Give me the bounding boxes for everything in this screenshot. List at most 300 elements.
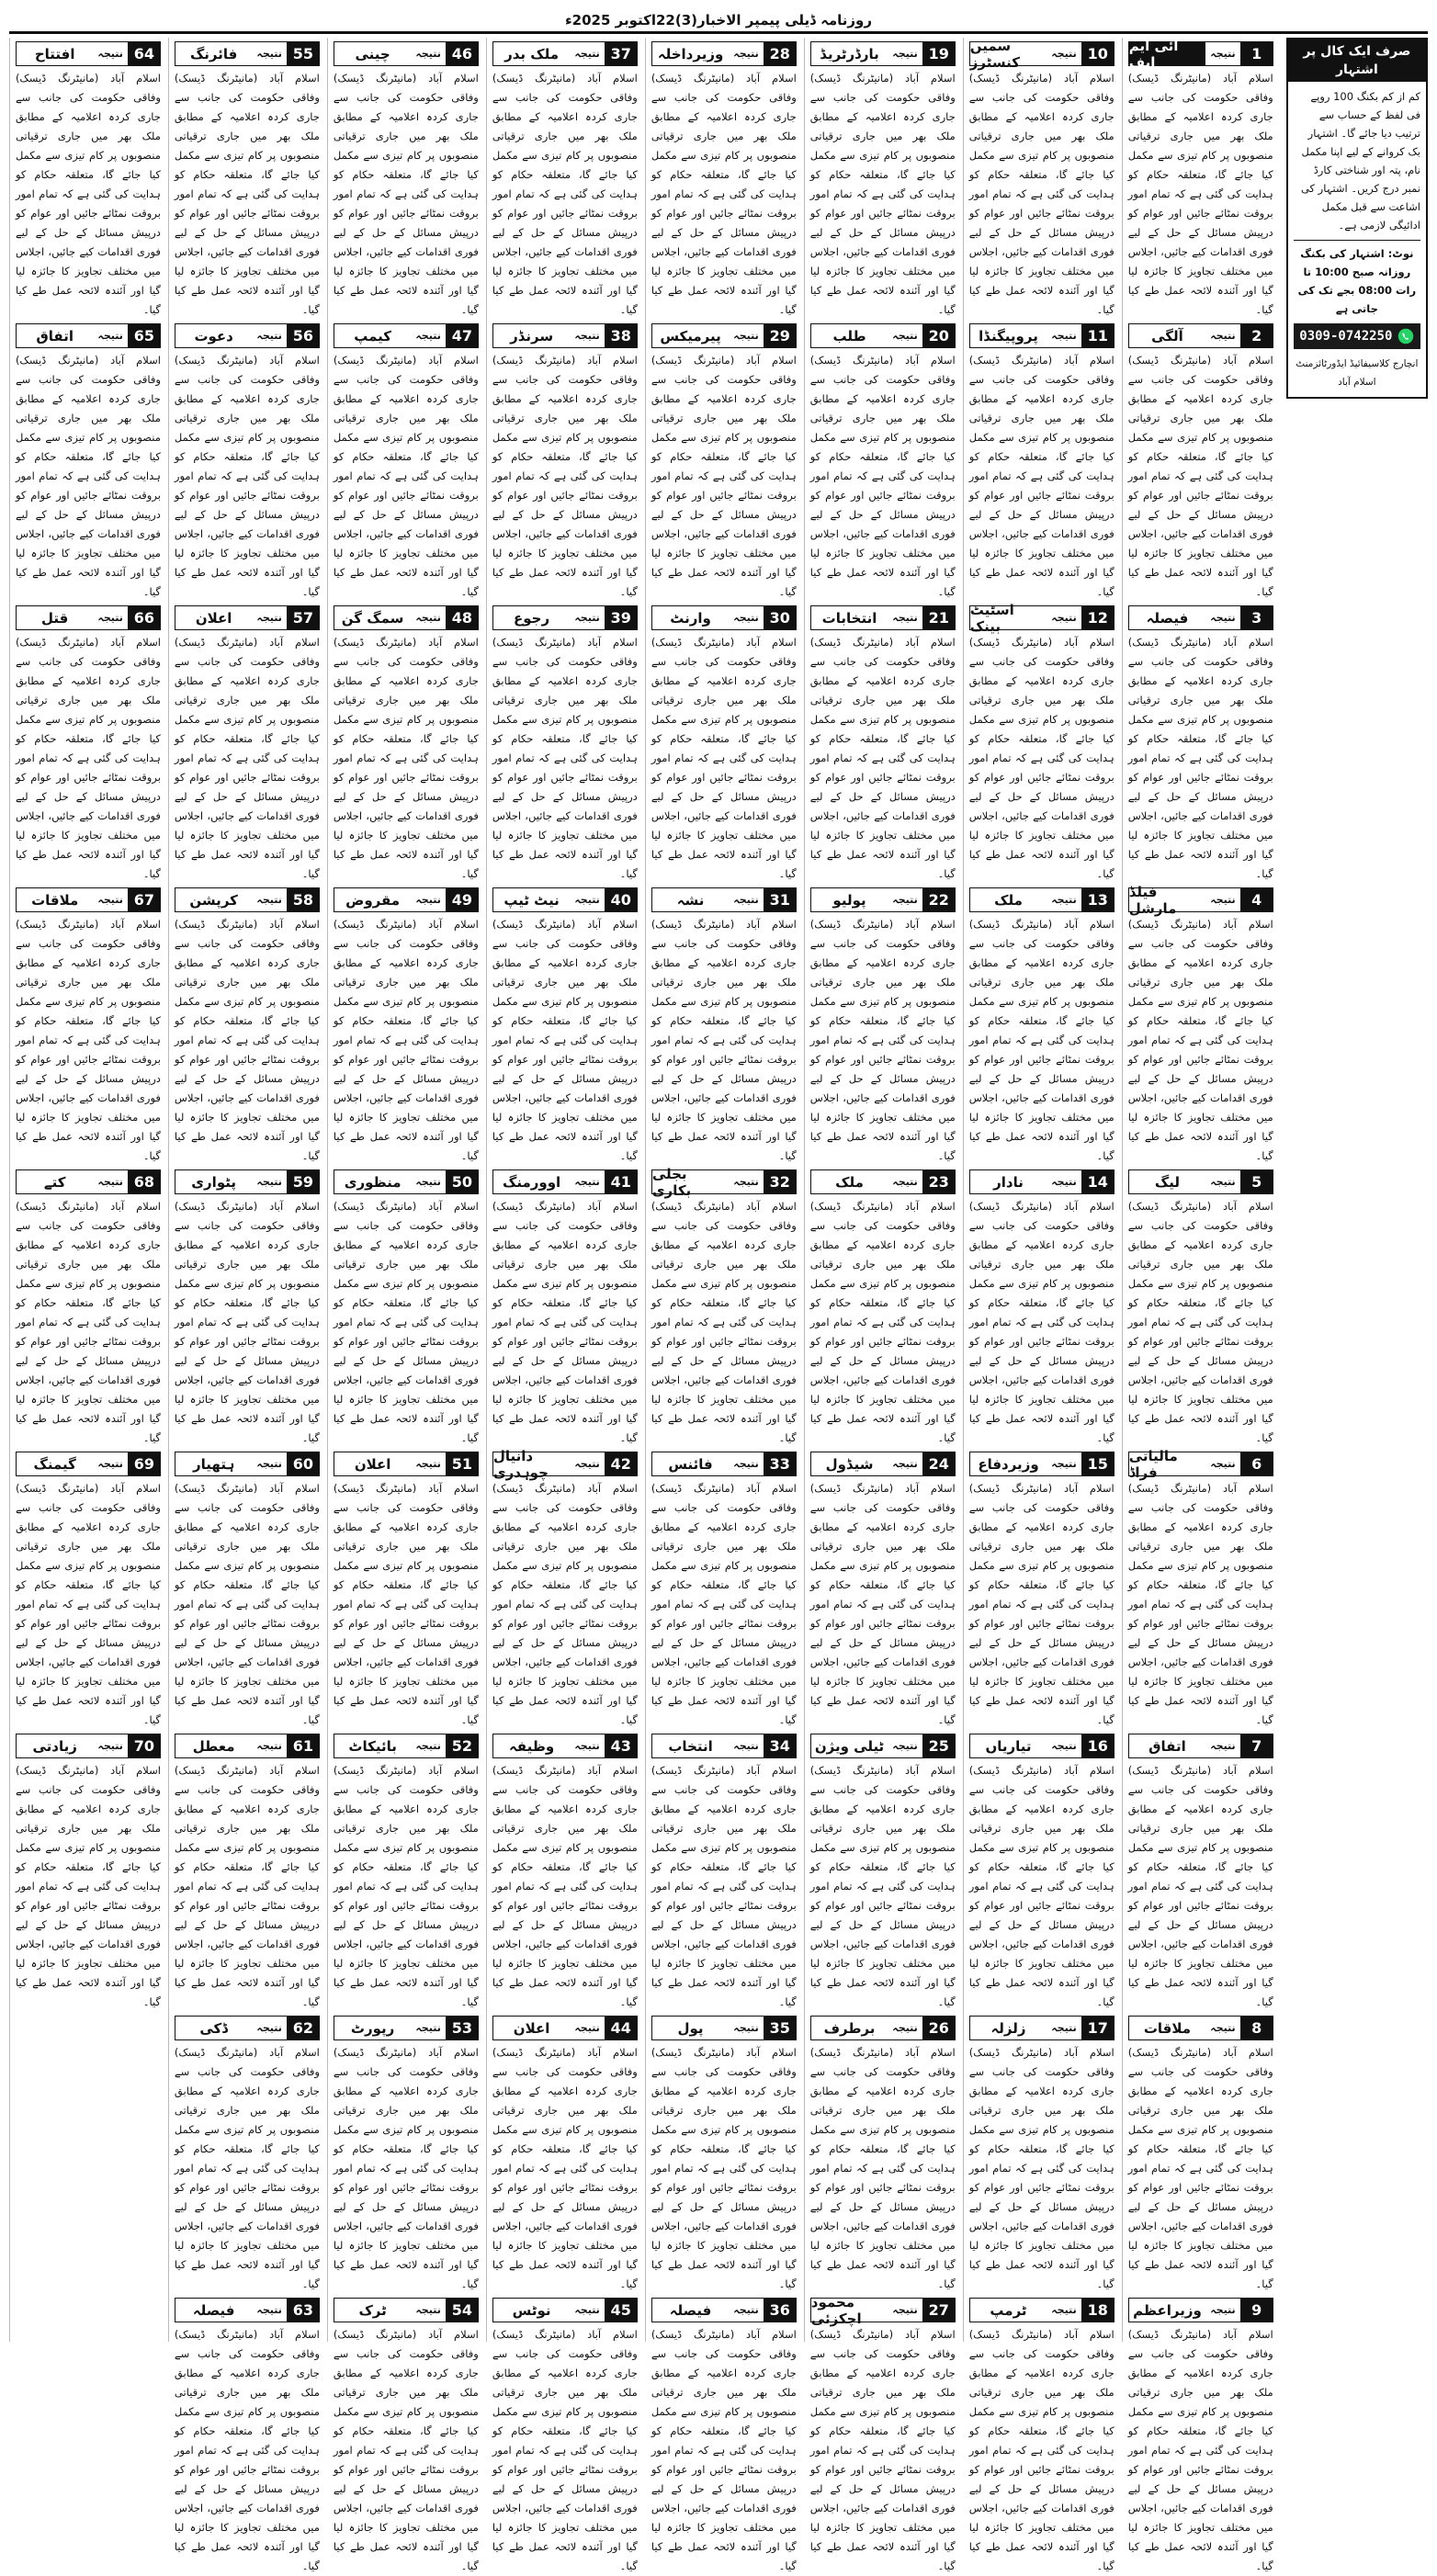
article-number: 54 <box>447 2299 478 2322</box>
article-number: 14 <box>1082 1170 1114 1193</box>
article-body: اسلام آباد (مانیٹرنگ ڈیسک) وفاقی حکومت کی جانب سے جاری کردہ اعلامیہ کے مطابق ملک بھر میں جاری ترقیاتی منصوبوں پر کام تیزی سے مکمل کیا جائے گا، متعلقہ حکام کو ہدایت کی گئی ہے کہ تمام امور بروقت نمٹائے جائیں اور عوام کو درپیش مسائل کے حل کے لیے فوری اقدامات کیے جائیں، اجلاس میں مختلف تجاویز کا جائزہ لیا گیا اور آئندہ لائحہ عمل طے کیا گیا۔ <box>333 72 479 316</box>
article-label: نتیجہ <box>252 42 287 65</box>
article-body: اسلام آباد (مانیٹرنگ ڈیسک) وفاقی حکومت کی جانب سے جاری کردہ اعلامیہ کے مطابق ملک بھر میں جاری ترقیاتی منصوبوں پر کام تیزی سے مکمل کیا جائے گا، متعلقہ حکام کو ہدایت کی گئی ہے کہ تمام امور بروقت نمٹائے جائیں اور عوام کو درپیش مسائل کے حل کے لیے فوری اقدامات کیے جائیں، اجلاس میں مختلف تجاویز کا جائزہ لیا گیا اور آئندہ لائحہ عمل طے کیا گیا۔ <box>492 2328 638 2572</box>
article-body: اسلام آباد (مانیٹرنگ ڈیسک) وفاقی حکومت کی جانب سے جاری کردہ اعلامیہ کے مطابق ملک بھر میں جاری ترقیاتی منصوبوں پر کام تیزی سے مکمل کیا جائے گا، متعلقہ حکام کو ہدایت کی گئی ہے کہ تمام امور بروقت نمٹائے جائیں اور عوام کو درپیش مسائل کے حل کے لیے فوری اقدامات کیے جائیں، اجلاس میں مختلف تجاویز کا جائزہ لیا گیا اور آئندہ لائحہ عمل طے کیا گیا۔ <box>174 636 320 880</box>
article-label: نتیجہ <box>1205 1734 1240 1757</box>
article-body: اسلام آباد (مانیٹرنگ ڈیسک) وفاقی حکومت کی جانب سے جاری کردہ اعلامیہ کے مطابق ملک بھر میں جاری ترقیاتی منصوبوں پر کام تیزی سے مکمل کیا جائے گا، متعلقہ حکام کو ہدایت کی گئی ہے کہ تمام امور بروقت نمٹائے جائیں اور عوام کو درپیش مسائل کے حل کے لیے فوری اقدامات کیے جائیں، اجلاس میں مختلف تجاویز کا جائزہ لیا گیا اور آئندہ لائحہ عمل طے کیا گیا۔ <box>651 636 797 880</box>
article-body: اسلام آباد (مانیٹرنگ ڈیسک) وفاقی حکومت کی جانب سے جاری کردہ اعلامیہ کے مطابق ملک بھر میں جاری ترقیاتی منصوبوں پر کام تیزی سے مکمل کیا جائے گا، متعلقہ حکام کو ہدایت کی گئی ہے کہ تمام امور بروقت نمٹائے جائیں اور عوام کو درپیش مسائل کے حل کے لیے فوری اقدامات کیے جائیں، اجلاس میں مختلف تجاویز کا جائزہ لیا گیا اور آئندہ لائحہ عمل طے کیا گیا۔ <box>492 1764 638 2008</box>
article-body: اسلام آباد (مانیٹرنگ ڈیسک) وفاقی حکومت کی جانب سے جاری کردہ اعلامیہ کے مطابق ملک بھر میں جاری ترقیاتی منصوبوں پر کام تیزی سے مکمل کیا جائے گا، متعلقہ حکام کو ہدایت کی گئی ہے کہ تمام امور بروقت نمٹائے جائیں اور عوام کو درپیش مسائل کے حل کے لیے فوری اقدامات کیے جائیں، اجلاس میں مختلف تجاویز کا جائزہ لیا گیا اور آئندہ لائحہ عمل طے کیا گیا۔ <box>1127 2328 1273 2572</box>
article-title: اوورمنگ <box>493 1170 570 1193</box>
article-header <box>1128 323 1273 348</box>
article-title: وزیراعظم <box>1129 2299 1205 2322</box>
article-number: 15 <box>1082 1452 1114 1475</box>
article-header <box>651 1452 797 1476</box>
article-label: نتیجہ <box>729 1452 764 1475</box>
article-body: اسلام آباد (مانیٹرنگ ڈیسک) وفاقی حکومت کی جانب سے جاری کردہ اعلامیہ کے مطابق ملک بھر میں جاری ترقیاتی منصوبوں پر کام تیزی سے مکمل کیا جائے گا، متعلقہ حکام کو ہدایت کی گئی ہے کہ تمام امور بروقت نمٹائے جائیں اور عوام کو درپیش مسائل کے حل کے لیے فوری اقدامات کیے جائیں، اجلاس میں مختلف تجاویز کا جائزہ لیا گیا اور آئندہ لائحہ عمل طے کیا گیا۔ <box>809 1200 956 1444</box>
article-header <box>810 2293 956 2327</box>
article-label: نتیجہ <box>570 2017 605 2039</box>
article-number: 70 <box>129 1734 160 1757</box>
article-label: نتیجہ <box>570 1734 605 1757</box>
article-body: اسلام آباد (مانیٹرنگ ڈیسک) وفاقی حکومت کی جانب سے جاری کردہ اعلامیہ کے مطابق ملک بھر میں جاری ترقیاتی منصوبوں پر کام تیزی سے مکمل کیا جائے گا، متعلقہ حکام کو ہدایت کی گئی ہے کہ تمام امور بروقت نمٹائے جائیں اور عوام کو درپیش مسائل کے حل کے لیے فوری اقدامات کیے جائیں، اجلاس میں مختلف تجاویز کا جائزہ لیا گیا اور آئندہ لائحہ عمل طے کیا گیا۔ <box>651 1200 797 1444</box>
article-header <box>810 1452 956 1476</box>
article-title: اعلان <box>334 1452 411 1475</box>
article-number: 12 <box>1082 606 1114 629</box>
article-label: نتیجہ <box>729 1734 764 1757</box>
article-header <box>492 1169 638 1194</box>
article-header <box>1128 605 1273 630</box>
article-number: 27 <box>923 2299 955 2322</box>
article-title: وزیرداخلہ <box>652 42 729 65</box>
article-title: رجوع <box>493 606 570 629</box>
article-number: 35 <box>764 2017 796 2039</box>
article-body: اسلام آباد (مانیٹرنگ ڈیسک) وفاقی حکومت کی جانب سے جاری کردہ اعلامیہ کے مطابق ملک بھر میں جاری ترقیاتی منصوبوں پر کام تیزی سے مکمل کیا جائے گا، متعلقہ حکام کو ہدایت کی گئی ہے کہ تمام امور بروقت نمٹائے جائیں اور عوام کو درپیش مسائل کے حل کے لیے فوری اقدامات کیے جائیں، اجلاس میں مختلف تجاویز کا جائزہ لیا گیا اور آئندہ لائحہ عمل طے کیا گیا۔ <box>651 2046 797 2290</box>
article-label: نتیجہ <box>93 888 128 911</box>
article-body: اسلام آباد (مانیٹرنگ ڈیسک) وفاقی حکومت کی جانب سے جاری کردہ اعلامیہ کے مطابق ملک بھر میں جاری ترقیاتی منصوبوں پر کام تیزی سے مکمل کیا جائے گا، متعلقہ حکام کو ہدایت کی گئی ہے کہ تمام امور بروقت نمٹائے جائیں اور عوام کو درپیش مسائل کے حل کے لیے فوری اقدامات کیے جائیں، اجلاس میں مختلف تجاویز کا جائزہ لیا گیا اور آئندہ لائحہ عمل طے کیا گیا۔ <box>15 1200 161 1444</box>
article-number: 20 <box>923 324 955 347</box>
article-number: 43 <box>605 1734 637 1757</box>
article-body: اسلام آباد (مانیٹرنگ ڈیسک) وفاقی حکومت کی جانب سے جاری کردہ اعلامیہ کے مطابق ملک بھر میں جاری ترقیاتی منصوبوں پر کام تیزی سے مکمل کیا جائے گا، متعلقہ حکام کو ہدایت کی گئی ہے کہ تمام امور بروقت نمٹائے جائیں اور عوام کو درپیش مسائل کے حل کے لیے فوری اقدامات کیے جائیں، اجلاس میں مختلف تجاویز کا جائزہ لیا گیا اور آئندہ لائحہ عمل طے کیا گیا۔ <box>492 918 638 1162</box>
article-label: نتیجہ <box>888 2017 922 2039</box>
article-body: اسلام آباد (مانیٹرنگ ڈیسک) وفاقی حکومت کی جانب سے جاری کردہ اعلامیہ کے مطابق ملک بھر میں جاری ترقیاتی منصوبوں پر کام تیزی سے مکمل کیا جائے گا، متعلقہ حکام کو ہدایت کی گئی ہے کہ تمام امور بروقت نمٹائے جائیں اور عوام کو درپیش مسائل کے حل کے لیے فوری اقدامات کیے جائیں، اجلاس میں مختلف تجاویز کا جائزہ لیا گیا اور آئندہ لائحہ عمل طے کیا گیا۔ <box>333 636 479 880</box>
article-header <box>810 1169 956 1194</box>
article-label: نتیجہ <box>1047 2299 1081 2322</box>
article-header <box>651 1165 797 1199</box>
article-label: نتیجہ <box>1205 324 1240 347</box>
article-label: نتیجہ <box>1205 888 1240 911</box>
article-title: نشہ <box>652 888 729 911</box>
article-header <box>651 887 797 912</box>
article-title: فیلڈ مارشل <box>1129 888 1205 911</box>
article-header <box>16 605 161 630</box>
article-number: 18 <box>1082 2299 1114 2322</box>
article-body: اسلام آباد (مانیٹرنگ ڈیسک) وفاقی حکومت کی جانب سے جاری کردہ اعلامیہ کے مطابق ملک بھر میں جاری ترقیاتی منصوبوں پر کام تیزی سے مکمل کیا جائے گا، متعلقہ حکام کو ہدایت کی گئی ہے کہ تمام امور بروقت نمٹائے جائیں اور عوام کو درپیش مسائل کے حل کے لیے فوری اقدامات کیے جائیں، اجلاس میں مختلف تجاویز کا جائزہ لیا گیا اور آئندہ لائحہ عمل طے کیا گیا۔ <box>968 2046 1115 2290</box>
article-number: 37 <box>605 42 637 65</box>
news-column <box>1122 37 1273 2572</box>
article-title: فیصلہ <box>1129 606 1205 629</box>
newspaper-page <box>9 9 1428 2572</box>
article-number: 67 <box>129 888 160 911</box>
article-label: نتیجہ <box>570 2299 605 2322</box>
article-header <box>969 1452 1115 1476</box>
article-body: اسلام آباد (مانیٹرنگ ڈیسک) وفاقی حکومت کی جانب سے جاری کردہ اعلامیہ کے مطابق ملک بھر میں جاری ترقیاتی منصوبوں پر کام تیزی سے مکمل کیا جائے گا، متعلقہ حکام کو ہدایت کی گئی ہے کہ تمام امور بروقت نمٹائے جائیں اور عوام کو درپیش مسائل کے حل کے لیے فوری اقدامات کیے جائیں، اجلاس میں مختلف تجاویز کا جائزہ لیا گیا اور آئندہ لائحہ عمل طے کیا گیا۔ <box>651 72 797 316</box>
article-label: نتیجہ <box>252 1734 287 1757</box>
article-number: 9 <box>1241 2299 1273 2322</box>
masthead: روزنامہ ڈیلی پیمپر الاخبار(3)22اکتوبر 2025ء <box>9 9 1428 34</box>
article-label: نتیجہ <box>1047 42 1081 65</box>
article-label: نتیجہ <box>93 1170 128 1193</box>
article-title: فیصلہ <box>652 2299 729 2322</box>
article-title: ملک <box>970 888 1047 911</box>
article-title: سمگ گن <box>334 606 411 629</box>
ad-booking-note: نوٹ: اشتہار کی بکنگ روزانہ صبح 10:00 تا رات 08:00 بجے تک کی جاتی ہے <box>1294 240 1420 318</box>
article-header <box>334 2016 479 2040</box>
article-header <box>334 1734 479 1758</box>
article-title: اتفاق <box>17 324 93 347</box>
article-body: اسلام آباد (مانیٹرنگ ڈیسک) وفاقی حکومت کی جانب سے جاری کردہ اعلامیہ کے مطابق ملک بھر میں جاری ترقیاتی منصوبوں پر کام تیزی سے مکمل کیا جائے گا، متعلقہ حکام کو ہدایت کی گئی ہے کہ تمام امور بروقت نمٹائے جائیں اور عوام کو درپیش مسائل کے حل کے لیے فوری اقدامات کیے جائیں، اجلاس میں مختلف تجاویز کا جائزہ لیا گیا اور آئندہ لائحہ عمل طے کیا گیا۔ <box>809 918 956 1162</box>
article-header <box>175 2016 320 2040</box>
article-title: نادار <box>970 1170 1047 1193</box>
article-number: 13 <box>1082 888 1114 911</box>
article-number: 24 <box>923 1452 955 1475</box>
article-title: تیاریاں <box>970 1734 1047 1757</box>
article-title: معطل <box>175 1734 252 1757</box>
article-body: اسلام آباد (مانیٹرنگ ڈیسک) وفاقی حکومت کی جانب سے جاری کردہ اعلامیہ کے مطابق ملک بھر میں جاری ترقیاتی منصوبوں پر کام تیزی سے مکمل کیا جائے گا، متعلقہ حکام کو ہدایت کی گئی ہے کہ تمام امور بروقت نمٹائے جائیں اور عوام کو درپیش مسائل کے حل کے لیے فوری اقدامات کیے جائیں، اجلاس میں مختلف تجاویز کا جائزہ لیا گیا اور آئندہ لائحہ عمل طے کیا گیا۔ <box>492 354 638 598</box>
article-number: 62 <box>288 2017 319 2039</box>
article-header <box>16 323 161 348</box>
article-label: نتیجہ <box>888 324 922 347</box>
article-title: آلگی <box>1129 324 1205 347</box>
article-header <box>1128 1169 1273 1194</box>
article-title: پولیو <box>811 888 888 911</box>
article-label: نتیجہ <box>411 1452 446 1475</box>
article-label: نتیجہ <box>1205 606 1240 629</box>
article-header <box>175 41 320 66</box>
article-title: ملاقات <box>17 888 93 911</box>
article-label: نتیجہ <box>888 1734 922 1757</box>
article-header <box>492 2298 638 2322</box>
article-body: اسلام آباد (مانیٹرنگ ڈیسک) وفاقی حکومت کی جانب سے جاری کردہ اعلامیہ کے مطابق ملک بھر میں جاری ترقیاتی منصوبوں پر کام تیزی سے مکمل کیا جائے گا، متعلقہ حکام کو ہدایت کی گئی ہے کہ تمام امور بروقت نمٹائے جائیں اور عوام کو درپیش مسائل کے حل کے لیے فوری اقدامات کیے جائیں، اجلاس میں مختلف تجاویز کا جائزہ لیا گیا اور آئندہ لائحہ عمل طے کیا گیا۔ <box>174 2046 320 2290</box>
article-header <box>810 1734 956 1758</box>
article-header <box>969 1169 1115 1194</box>
article-number: 29 <box>764 324 796 347</box>
article-body: اسلام آباد (مانیٹرنگ ڈیسک) وفاقی حکومت کی جانب سے جاری کردہ اعلامیہ کے مطابق ملک بھر میں جاری ترقیاتی منصوبوں پر کام تیزی سے مکمل کیا جائے گا، متعلقہ حکام کو ہدایت کی گئی ہے کہ تمام امور بروقت نمٹائے جائیں اور عوام کو درپیش مسائل کے حل کے لیے فوری اقدامات کیے جائیں، اجلاس میں مختلف تجاویز کا جائزہ لیا گیا اور آئندہ لائحہ عمل طے کیا گیا۔ <box>333 354 479 598</box>
article-header <box>334 1169 479 1194</box>
article-body: اسلام آباد (مانیٹرنگ ڈیسک) وفاقی حکومت کی جانب سے جاری کردہ اعلامیہ کے مطابق ملک بھر میں جاری ترقیاتی منصوبوں پر کام تیزی سے مکمل کیا جائے گا، متعلقہ حکام کو ہدایت کی گئی ہے کہ تمام امور بروقت نمٹائے جائیں اور عوام کو درپیش مسائل کے حل کے لیے فوری اقدامات کیے جائیں، اجلاس میں مختلف تجاویز کا جائزہ لیا گیا اور آئندہ لائحہ عمل طے کیا گیا۔ <box>1127 354 1273 598</box>
article-body: اسلام آباد (مانیٹرنگ ڈیسک) وفاقی حکومت کی جانب سے جاری کردہ اعلامیہ کے مطابق ملک بھر میں جاری ترقیاتی منصوبوں پر کام تیزی سے مکمل کیا جائے گا، متعلقہ حکام کو ہدایت کی گئی ہے کہ تمام امور بروقت نمٹائے جائیں اور عوام کو درپیش مسائل کے حل کے لیے فوری اقدامات کیے جائیں، اجلاس میں مختلف تجاویز کا جائزہ لیا گیا اور آئندہ لائحہ عمل طے کیا گیا۔ <box>1127 918 1273 1162</box>
article-body: اسلام آباد (مانیٹرنگ ڈیسک) وفاقی حکومت کی جانب سے جاری کردہ اعلامیہ کے مطابق ملک بھر میں جاری ترقیاتی منصوبوں پر کام تیزی سے مکمل کیا جائے گا، متعلقہ حکام کو ہدایت کی گئی ہے کہ تمام امور بروقت نمٹائے جائیں اور عوام کو درپیش مسائل کے حل کے لیے فوری اقدامات کیے جائیں، اجلاس میں مختلف تجاویز کا جائزہ لیا گیا اور آئندہ لائحہ عمل طے کیا گیا۔ <box>651 2328 797 2572</box>
article-body: اسلام آباد (مانیٹرنگ ڈیسک) وفاقی حکومت کی جانب سے جاری کردہ اعلامیہ کے مطابق ملک بھر میں جاری ترقیاتی منصوبوں پر کام تیزی سے مکمل کیا جائے گا، متعلقہ حکام کو ہدایت کی گئی ہے کہ تمام امور بروقت نمٹائے جائیں اور عوام کو درپیش مسائل کے حل کے لیے فوری اقدامات کیے جائیں، اجلاس میں مختلف تجاویز کا جائزہ لیا گیا اور آئندہ لائحہ عمل طے کیا گیا۔ <box>15 72 161 316</box>
article-header <box>175 323 320 348</box>
article-body: اسلام آباد (مانیٹرنگ ڈیسک) وفاقی حکومت کی جانب سے جاری کردہ اعلامیہ کے مطابق ملک بھر میں جاری ترقیاتی منصوبوں پر کام تیزی سے مکمل کیا جائے گا، متعلقہ حکام کو ہدایت کی گئی ہے کہ تمام امور بروقت نمٹائے جائیں اور عوام کو درپیش مسائل کے حل کے لیے فوری اقدامات کیے جائیں، اجلاس میں مختلف تجاویز کا جائزہ لیا گیا اور آئندہ لائحہ عمل طے کیا گیا۔ <box>15 1764 161 2008</box>
article-title: نوٹس <box>493 2299 570 2322</box>
article-body: اسلام آباد (مانیٹرنگ ڈیسک) وفاقی حکومت کی جانب سے جاری کردہ اعلامیہ کے مطابق ملک بھر میں جاری ترقیاتی منصوبوں پر کام تیزی سے مکمل کیا جائے گا، متعلقہ حکام کو ہدایت کی گئی ہے کہ تمام امور بروقت نمٹائے جائیں اور عوام کو درپیش مسائل کے حل کے لیے فوری اقدامات کیے جائیں، اجلاس میں مختلف تجاویز کا جائزہ لیا گیا اور آئندہ لائحہ عمل طے کیا گیا۔ <box>15 918 161 1162</box>
article-title: سمیں کنسٹرز <box>970 42 1047 65</box>
article-label: نتیجہ <box>1047 324 1081 347</box>
article-number: 11 <box>1082 324 1114 347</box>
article-label: نتیجہ <box>888 606 922 629</box>
article-body: اسلام آباد (مانیٹرنگ ڈیسک) وفاقی حکومت کی جانب سے جاری کردہ اعلامیہ کے مطابق ملک بھر میں جاری ترقیاتی منصوبوں پر کام تیزی سے مکمل کیا جائے گا، متعلقہ حکام کو ہدایت کی گئی ہے کہ تمام امور بروقت نمٹائے جائیں اور عوام کو درپیش مسائل کے حل کے لیے فوری اقدامات کیے جائیں، اجلاس میں مختلف تجاویز کا جائزہ لیا گیا اور آئندہ لائحہ عمل طے کیا گیا۔ <box>333 1200 479 1444</box>
article-number: 58 <box>288 888 319 911</box>
article-number: 30 <box>764 606 796 629</box>
article-number: 44 <box>605 2017 637 2039</box>
article-header <box>969 37 1115 71</box>
article-number: 42 <box>605 1452 637 1475</box>
article-number: 28 <box>764 42 796 65</box>
article-title: رپورٹ <box>334 2017 411 2039</box>
article-body: اسلام آباد (مانیٹرنگ ڈیسک) وفاقی حکومت کی جانب سے جاری کردہ اعلامیہ کے مطابق ملک بھر میں جاری ترقیاتی منصوبوں پر کام تیزی سے مکمل کیا جائے گا، متعلقہ حکام کو ہدایت کی گئی ہے کہ تمام امور بروقت نمٹائے جائیں اور عوام کو درپیش مسائل کے حل کے لیے فوری اقدامات کیے جائیں، اجلاس میں مختلف تجاویز کا جائزہ لیا گیا اور آئندہ لائحہ عمل طے کیا گیا۔ <box>1127 636 1273 880</box>
article-body: اسلام آباد (مانیٹرنگ ڈیسک) وفاقی حکومت کی جانب سے جاری کردہ اعلامیہ کے مطابق ملک بھر میں جاری ترقیاتی منصوبوں پر کام تیزی سے مکمل کیا جائے گا، متعلقہ حکام کو ہدایت کی گئی ہے کہ تمام امور بروقت نمٹائے جائیں اور عوام کو درپیش مسائل کے حل کے لیے فوری اقدامات کیے جائیں، اجلاس میں مختلف تجاویز کا جائزہ لیا گیا اور آئندہ لائحہ عمل طے کیا گیا۔ <box>333 2046 479 2290</box>
article-body: اسلام آباد (مانیٹرنگ ڈیسک) وفاقی حکومت کی جانب سے جاری کردہ اعلامیہ کے مطابق ملک بھر میں جاری ترقیاتی منصوبوں پر کام تیزی سے مکمل کیا جائے گا، متعلقہ حکام کو ہدایت کی گئی ہے کہ تمام امور بروقت نمٹائے جائیں اور عوام کو درپیش مسائل کے حل کے لیے فوری اقدامات کیے جائیں، اجلاس میں مختلف تجاویز کا جائزہ لیا گیا اور آئندہ لائحہ عمل طے کیا گیا۔ <box>809 2328 956 2572</box>
article-title: وزیردفاع <box>970 1452 1047 1475</box>
article-header <box>1128 883 1273 917</box>
article-number: 60 <box>288 1452 319 1475</box>
article-label: نتیجہ <box>93 606 128 629</box>
article-title: وظیفہ <box>493 1734 570 1757</box>
article-body: اسلام آباد (مانیٹرنگ ڈیسک) وفاقی حکومت کی جانب سے جاری کردہ اعلامیہ کے مطابق ملک بھر میں جاری ترقیاتی منصوبوں پر کام تیزی سے مکمل کیا جائے گا، متعلقہ حکام کو ہدایت کی گئی ہے کہ تمام امور بروقت نمٹائے جائیں اور عوام کو درپیش مسائل کے حل کے لیے فوری اقدامات کیے جائیں، اجلاس میں مختلف تجاویز کا جائزہ لیا گیا اور آئندہ لائحہ عمل طے کیا گیا۔ <box>809 354 956 598</box>
article-label: نتیجہ <box>1205 1170 1240 1193</box>
article-body: اسلام آباد (مانیٹرنگ ڈیسک) وفاقی حکومت کی جانب سے جاری کردہ اعلامیہ کے مطابق ملک بھر میں جاری ترقیاتی منصوبوں پر کام تیزی سے مکمل کیا جائے گا، متعلقہ حکام کو ہدایت کی گئی ہے کہ تمام امور بروقت نمٹائے جائیں اور عوام کو درپیش مسائل کے حل کے لیے فوری اقدامات کیے جائیں، اجلاس میں مختلف تجاویز کا جائزہ لیا گیا اور آئندہ لائحہ عمل طے کیا گیا۔ <box>968 1200 1115 1444</box>
ad-phone-number: 0309-0742250 <box>1299 329 1393 344</box>
article-body: اسلام آباد (مانیٹرنگ ڈیسک) وفاقی حکومت کی جانب سے جاری کردہ اعلامیہ کے مطابق ملک بھر میں جاری ترقیاتی منصوبوں پر کام تیزی سے مکمل کیا جائے گا، متعلقہ حکام کو ہدایت کی گئی ہے کہ تمام امور بروقت نمٹائے جائیں اور عوام کو درپیش مسائل کے حل کے لیے فوری اقدامات کیے جائیں، اجلاس میں مختلف تجاویز کا جائزہ لیا گیا اور آئندہ لائحہ عمل طے کیا گیا۔ <box>1127 1200 1273 1444</box>
article-header <box>492 887 638 912</box>
article-body: اسلام آباد (مانیٹرنگ ڈیسک) وفاقی حکومت کی جانب سے جاری کردہ اعلامیہ کے مطابق ملک بھر میں جاری ترقیاتی منصوبوں پر کام تیزی سے مکمل کیا جائے گا، متعلقہ حکام کو ہدایت کی گئی ہے کہ تمام امور بروقت نمٹائے جائیں اور عوام کو درپیش مسائل کے حل کے لیے فوری اقدامات کیے جائیں، اجلاس میں مختلف تجاویز کا جائزہ لیا گیا اور آئندہ لائحہ عمل طے کیا گیا۔ <box>968 636 1115 880</box>
article-number: 51 <box>447 1452 478 1475</box>
news-column <box>168 38 320 2572</box>
article-header <box>492 1734 638 1758</box>
article-title: ہتھیار <box>175 1452 252 1475</box>
news-column <box>486 38 638 2572</box>
article-title: بارڈرٹریڈ <box>811 42 888 65</box>
article-label: نتیجہ <box>570 1170 605 1193</box>
news-column <box>327 38 479 2572</box>
article-body: اسلام آباد (مانیٹرنگ ڈیسک) وفاقی حکومت کی جانب سے جاری کردہ اعلامیہ کے مطابق ملک بھر میں جاری ترقیاتی منصوبوں پر کام تیزی سے مکمل کیا جائے گا، متعلقہ حکام کو ہدایت کی گئی ہے کہ تمام امور بروقت نمٹائے جائیں اور عوام کو درپیش مسائل کے حل کے لیے فوری اقدامات کیے جائیں، اجلاس میں مختلف تجاویز کا جائزہ لیا گیا اور آئندہ لائحہ عمل طے کیا گیا۔ <box>809 1482 956 1726</box>
article-header <box>810 323 956 348</box>
article-number: 69 <box>129 1452 160 1475</box>
article-number: 31 <box>764 888 796 911</box>
article-body: اسلام آباد (مانیٹرنگ ڈیسک) وفاقی حکومت کی جانب سے جاری کردہ اعلامیہ کے مطابق ملک بھر میں جاری ترقیاتی منصوبوں پر کام تیزی سے مکمل کیا جائے گا، متعلقہ حکام کو ہدایت کی گئی ہے کہ تمام امور بروقت نمٹائے جائیں اور عوام کو درپیش مسائل کے حل کے لیے فوری اقدامات کیے جائیں، اجلاس میں مختلف تجاویز کا جائزہ لیا گیا اور آئندہ لائحہ عمل طے کیا گیا۔ <box>809 72 956 316</box>
article-number: 26 <box>923 2017 955 2039</box>
article-header <box>334 41 479 66</box>
article-title: کتے <box>17 1170 93 1193</box>
article-header <box>651 41 797 66</box>
article-number: 1 <box>1241 42 1273 65</box>
article-title: ملک بدر <box>493 42 570 65</box>
article-label: نتیجہ <box>93 324 128 347</box>
article-body: اسلام آباد (مانیٹرنگ ڈیسک) وفاقی حکومت کی جانب سے جاری کردہ اعلامیہ کے مطابق ملک بھر میں جاری ترقیاتی منصوبوں پر کام تیزی سے مکمل کیا جائے گا، متعلقہ حکام کو ہدایت کی گئی ہے کہ تمام امور بروقت نمٹائے جائیں اور عوام کو درپیش مسائل کے حل کے لیے فوری اقدامات کیے جائیں، اجلاس میں مختلف تجاویز کا جائزہ لیا گیا اور آئندہ لائحہ عمل طے کیا گیا۔ <box>174 354 320 598</box>
article-body: اسلام آباد (مانیٹرنگ ڈیسک) وفاقی حکومت کی جانب سے جاری کردہ اعلامیہ کے مطابق ملک بھر میں جاری ترقیاتی منصوبوں پر کام تیزی سے مکمل کیا جائے گا، متعلقہ حکام کو ہدایت کی گئی ہے کہ تمام امور بروقت نمٹائے جائیں اور عوام کو درپیش مسائل کے حل کے لیے فوری اقدامات کیے جائیں، اجلاس میں مختلف تجاویز کا جائزہ لیا گیا اور آئندہ لائحہ عمل طے کیا گیا۔ <box>174 1200 320 1444</box>
article-number: 7 <box>1241 1734 1273 1757</box>
article-header <box>810 887 956 912</box>
article-header <box>16 1734 161 1758</box>
article-title: ڈکی <box>175 2017 252 2039</box>
article-header <box>175 1734 320 1758</box>
article-title: وارنٹ <box>652 606 729 629</box>
article-title: فیصلہ <box>175 2299 252 2322</box>
article-number: 3 <box>1241 606 1273 629</box>
article-number: 55 <box>288 42 319 65</box>
article-title: طلب <box>811 324 888 347</box>
article-label: نتیجہ <box>888 1170 922 1193</box>
article-label: نتیجہ <box>411 42 446 65</box>
article-header <box>175 887 320 912</box>
article-title: آئی ایم ایف <box>1129 42 1205 65</box>
article-number: 66 <box>129 606 160 629</box>
article-number: 8 <box>1241 2017 1273 2039</box>
article-label: نتیجہ <box>411 888 446 911</box>
article-title: برطرف <box>811 2017 888 2039</box>
article-body: اسلام آباد (مانیٹرنگ ڈیسک) وفاقی حکومت کی جانب سے جاری کردہ اعلامیہ کے مطابق ملک بھر میں جاری ترقیاتی منصوبوں پر کام تیزی سے مکمل کیا جائے گا، متعلقہ حکام کو ہدایت کی گئی ہے کہ تمام امور بروقت نمٹائے جائیں اور عوام کو درپیش مسائل کے حل کے لیے فوری اقدامات کیے جائیں، اجلاس میں مختلف تجاویز کا جائزہ لیا گیا اور آئندہ لائحہ عمل طے کیا گیا۔ <box>174 2328 320 2572</box>
article-label: نتیجہ <box>729 42 764 65</box>
article-number: 40 <box>605 888 637 911</box>
article-title: انتخاب <box>652 1734 729 1757</box>
article-body: اسلام آباد (مانیٹرنگ ڈیسک) وفاقی حکومت کی جانب سے جاری کردہ اعلامیہ کے مطابق ملک بھر میں جاری ترقیاتی منصوبوں پر کام تیزی سے مکمل کیا جائے گا، متعلقہ حکام کو ہدایت کی گئی ہے کہ تمام امور بروقت نمٹائے جائیں اور عوام کو درپیش مسائل کے حل کے لیے فوری اقدامات کیے جائیں، اجلاس میں مختلف تجاویز کا جائزہ لیا گیا اور آئندہ لائحہ عمل طے کیا گیا۔ <box>1127 72 1273 316</box>
article-label: نتیجہ <box>888 2299 922 2322</box>
article-number: 50 <box>447 1170 478 1193</box>
article-number: 17 <box>1082 2017 1114 2039</box>
article-title: بجلی بکاری <box>652 1170 729 1193</box>
article-title: بائیکاٹ <box>334 1734 411 1757</box>
article-title: انتخابات <box>811 606 888 629</box>
columns <box>9 37 1428 2572</box>
article-number: 39 <box>605 606 637 629</box>
whatsapp-icon <box>1397 328 1414 345</box>
article-label: نتیجہ <box>1205 2017 1240 2039</box>
article-body: اسلام آباد (مانیٹرنگ ڈیسک) وفاقی حکومت کی جانب سے جاری کردہ اعلامیہ کے مطابق ملک بھر میں جاری ترقیاتی منصوبوں پر کام تیزی سے مکمل کیا جائے گا، متعلقہ حکام کو ہدایت کی گئی ہے کہ تمام امور بروقت نمٹائے جائیں اور عوام کو درپیش مسائل کے حل کے لیے فوری اقدامات کیے جائیں، اجلاس میں مختلف تجاویز کا جائزہ لیا گیا اور آئندہ لائحہ عمل طے کیا گیا۔ <box>968 1764 1115 2008</box>
news-column <box>963 37 1115 2572</box>
article-label: نتیجہ <box>252 2017 287 2039</box>
article-body: اسلام آباد (مانیٹرنگ ڈیسک) وفاقی حکومت کی جانب سے جاری کردہ اعلامیہ کے مطابق ملک بھر میں جاری ترقیاتی منصوبوں پر کام تیزی سے مکمل کیا جائے گا، متعلقہ حکام کو ہدایت کی گئی ہے کہ تمام امور بروقت نمٹائے جائیں اور عوام کو درپیش مسائل کے حل کے لیے فوری اقدامات کیے جائیں، اجلاس میں مختلف تجاویز کا جائزہ لیا گیا اور آئندہ لائحہ عمل طے کیا گیا۔ <box>968 72 1115 316</box>
article-label: نتیجہ <box>1047 606 1081 629</box>
article-number: 22 <box>923 888 955 911</box>
article-body: اسلام آباد (مانیٹرنگ ڈیسک) وفاقی حکومت کی جانب سے جاری کردہ اعلامیہ کے مطابق ملک بھر میں جاری ترقیاتی منصوبوں پر کام تیزی سے مکمل کیا جائے گا، متعلقہ حکام کو ہدایت کی گئی ہے کہ تمام امور بروقت نمٹائے جائیں اور عوام کو درپیش مسائل کے حل کے لیے فوری اقدامات کیے جائیں، اجلاس میں مختلف تجاویز کا جائزہ لیا گیا اور آئندہ لائحہ عمل طے کیا گیا۔ <box>333 1764 479 2008</box>
article-header <box>969 2016 1115 2040</box>
article-label: نتیجہ <box>570 606 605 629</box>
article-label: نتیجہ <box>729 2017 764 2039</box>
article-number: 47 <box>447 324 478 347</box>
article-body: اسلام آباد (مانیٹرنگ ڈیسک) وفاقی حکومت کی جانب سے جاری کردہ اعلامیہ کے مطابق ملک بھر میں جاری ترقیاتی منصوبوں پر کام تیزی سے مکمل کیا جائے گا، متعلقہ حکام کو ہدایت کی گئی ہے کہ تمام امور بروقت نمٹائے جائیں اور عوام کو درپیش مسائل کے حل کے لیے فوری اقدامات کیے جائیں، اجلاس میں مختلف تجاویز کا جائزہ لیا گیا اور آئندہ لائحہ عمل طے کیا گیا۔ <box>492 2046 638 2290</box>
article-number: 19 <box>923 42 955 65</box>
article-label: نتیجہ <box>93 1452 128 1475</box>
article-number: 61 <box>288 1734 319 1757</box>
article-number: 57 <box>288 606 319 629</box>
article-title: چینی <box>334 42 411 65</box>
article-body: اسلام آباد (مانیٹرنگ ڈیسک) وفاقی حکومت کی جانب سے جاری کردہ اعلامیہ کے مطابق ملک بھر میں جاری ترقیاتی منصوبوں پر کام تیزی سے مکمل کیا جائے گا، متعلقہ حکام کو ہدایت کی گئی ہے کہ تمام امور بروقت نمٹائے جائیں اور عوام کو درپیش مسائل کے حل کے لیے فوری اقدامات کیے جائیں، اجلاس میں مختلف تجاویز کا جائزہ لیا گیا اور آئندہ لائحہ عمل طے کیا گیا۔ <box>492 72 638 316</box>
article-title: افتتاح <box>17 42 93 65</box>
article-title: نیٹ ٹیپ <box>493 888 570 911</box>
article-title: محمود اچکزئی <box>811 2299 888 2322</box>
article-title: قتل <box>17 606 93 629</box>
article-header <box>1128 1447 1273 1481</box>
article-label: نتیجہ <box>570 1452 605 1475</box>
article-number: 48 <box>447 606 478 629</box>
article-title: دعوت <box>175 324 252 347</box>
article-label: نتیجہ <box>1205 2299 1240 2322</box>
article-body: اسلام آباد (مانیٹرنگ ڈیسک) وفاقی حکومت کی جانب سے جاری کردہ اعلامیہ کے مطابق ملک بھر میں جاری ترقیاتی منصوبوں پر کام تیزی سے مکمل کیا جائے گا، متعلقہ حکام کو ہدایت کی گئی ہے کہ تمام امور بروقت نمٹائے جائیں اور عوام کو درپیش مسائل کے حل کے لیے فوری اقدامات کیے جائیں، اجلاس میں مختلف تجاویز کا جائزہ لیا گیا اور آئندہ لائحہ عمل طے کیا گیا۔ <box>968 2328 1115 2572</box>
news-column <box>9 38 161 2342</box>
article-label: نتیجہ <box>252 2299 287 2322</box>
article-number: 36 <box>764 2299 796 2322</box>
article-label: نتیجہ <box>93 42 128 65</box>
article-title: پول <box>652 2017 729 2039</box>
article-body: اسلام آباد (مانیٹرنگ ڈیسک) وفاقی حکومت کی جانب سے جاری کردہ اعلامیہ کے مطابق ملک بھر میں جاری ترقیاتی منصوبوں پر کام تیزی سے مکمل کیا جائے گا، متعلقہ حکام کو ہدایت کی گئی ہے کہ تمام امور بروقت نمٹائے جائیں اور عوام کو درپیش مسائل کے حل کے لیے فوری اقدامات کیے جائیں، اجلاس میں مختلف تجاویز کا جائزہ لیا گیا اور آئندہ لائحہ عمل طے کیا گیا۔ <box>809 1764 956 2008</box>
ad-address: انچارج کلاسیفائیڈ ایڈورٹائزمنٹ اسلام آباد <box>1296 358 1419 388</box>
article-label: نتیجہ <box>1047 2017 1081 2039</box>
article-body: اسلام آباد (مانیٹرنگ ڈیسک) وفاقی حکومت کی جانب سے جاری کردہ اعلامیہ کے مطابق ملک بھر میں جاری ترقیاتی منصوبوں پر کام تیزی سے مکمل کیا جائے گا، متعلقہ حکام کو ہدایت کی گئی ہے کہ تمام امور بروقت نمٹائے جائیں اور عوام کو درپیش مسائل کے حل کے لیے فوری اقدامات کیے جائیں، اجلاس میں مختلف تجاویز کا جائزہ لیا گیا اور آئندہ لائحہ عمل طے کیا گیا۔ <box>174 1482 320 1726</box>
article-number: 4 <box>1241 888 1273 911</box>
article-title: ٹیلی ویژن <box>811 1734 888 1757</box>
article-body: اسلام آباد (مانیٹرنگ ڈیسک) وفاقی حکومت کی جانب سے جاری کردہ اعلامیہ کے مطابق ملک بھر میں جاری ترقیاتی منصوبوں پر کام تیزی سے مکمل کیا جائے گا، متعلقہ حکام کو ہدایت کی گئی ہے کہ تمام امور بروقت نمٹائے جائیں اور عوام کو درپیش مسائل کے حل کے لیے فوری اقدامات کیے جائیں، اجلاس میں مختلف تجاویز کا جائزہ لیا گیا اور آئندہ لائحہ عمل طے کیا گیا۔ <box>651 1482 797 1726</box>
article-body: اسلام آباد (مانیٹرنگ ڈیسک) وفاقی حکومت کی جانب سے جاری کردہ اعلامیہ کے مطابق ملک بھر میں جاری ترقیاتی منصوبوں پر کام تیزی سے مکمل کیا جائے گا، متعلقہ حکام کو ہدایت کی گئی ہے کہ تمام امور بروقت نمٹائے جائیں اور عوام کو درپیش مسائل کے حل کے لیے فوری اقدامات کیے جائیں، اجلاس میں مختلف تجاویز کا جائزہ لیا گیا اور آئندہ لائحہ عمل طے کیا گیا۔ <box>333 918 479 1162</box>
article-header <box>651 1734 797 1758</box>
article-label: نتیجہ <box>888 1452 922 1475</box>
article-label: نتیجہ <box>252 1452 287 1475</box>
article-header <box>16 41 161 66</box>
article-number: 56 <box>288 324 319 347</box>
article-number: 41 <box>605 1170 637 1193</box>
article-label: نتیجہ <box>252 324 287 347</box>
article-header <box>492 1447 638 1481</box>
article-label: نتیجہ <box>570 324 605 347</box>
article-body: اسلام آباد (مانیٹرنگ ڈیسک) وفاقی حکومت کی جانب سے جاری کردہ اعلامیہ کے مطابق ملک بھر میں جاری ترقیاتی منصوبوں پر کام تیزی سے مکمل کیا جائے گا، متعلقہ حکام کو ہدایت کی گئی ہے کہ تمام امور بروقت نمٹائے جائیں اور عوام کو درپیش مسائل کے حل کے لیے فوری اقدامات کیے جائیں، اجلاس میں مختلف تجاویز کا جائزہ لیا گیا اور آئندہ لائحہ عمل طے کیا گیا۔ <box>333 1482 479 1726</box>
article-label: نتیجہ <box>411 2017 446 2039</box>
article-label: نتیجہ <box>93 1734 128 1757</box>
article-label: نتیجہ <box>252 606 287 629</box>
article-header <box>969 601 1115 635</box>
article-title: گیمنگ <box>17 1452 93 1475</box>
article-label: نتیجہ <box>411 606 446 629</box>
article-label: نتیجہ <box>729 2299 764 2322</box>
article-header <box>1128 2298 1273 2322</box>
article-header <box>492 605 638 630</box>
article-header <box>651 2298 797 2322</box>
article-label: نتیجہ <box>1205 42 1240 65</box>
article-header <box>334 2298 479 2322</box>
article-title: زیادتی <box>17 1734 93 1757</box>
article-label: نتیجہ <box>1047 1170 1081 1193</box>
article-body: اسلام آباد (مانیٹرنگ ڈیسک) وفاقی حکومت کی جانب سے جاری کردہ اعلامیہ کے مطابق ملک بھر میں جاری ترقیاتی منصوبوں پر کام تیزی سے مکمل کیا جائے گا، متعلقہ حکام کو ہدایت کی گئی ہے کہ تمام امور بروقت نمٹائے جائیں اور عوام کو درپیش مسائل کے حل کے لیے فوری اقدامات کیے جائیں، اجلاس میں مختلف تجاویز کا جائزہ لیا گیا اور آئندہ لائحہ عمل طے کیا گیا۔ <box>968 918 1115 1162</box>
article-number: 65 <box>129 324 160 347</box>
article-header <box>969 2298 1115 2322</box>
article-body: اسلام آباد (مانیٹرنگ ڈیسک) وفاقی حکومت کی جانب سے جاری کردہ اعلامیہ کے مطابق ملک بھر میں جاری ترقیاتی منصوبوں پر کام تیزی سے مکمل کیا جائے گا، متعلقہ حکام کو ہدایت کی گئی ہے کہ تمام امور بروقت نمٹائے جائیں اور عوام کو درپیش مسائل کے حل کے لیے فوری اقدامات کیے جائیں، اجلاس میں مختلف تجاویز کا جائزہ لیا گیا اور آئندہ لائحہ عمل طے کیا گیا۔ <box>968 1482 1115 1726</box>
article-number: 32 <box>764 1170 796 1193</box>
article-body: اسلام آباد (مانیٹرنگ ڈیسک) وفاقی حکومت کی جانب سے جاری کردہ اعلامیہ کے مطابق ملک بھر میں جاری ترقیاتی منصوبوں پر کام تیزی سے مکمل کیا جائے گا، متعلقہ حکام کو ہدایت کی گئی ہے کہ تمام امور بروقت نمٹائے جائیں اور عوام کو درپیش مسائل کے حل کے لیے فوری اقدامات کیے جائیں، اجلاس میں مختلف تجاویز کا جائزہ لیا گیا اور آئندہ لائحہ عمل طے کیا گیا۔ <box>1127 2046 1273 2290</box>
ad-phone-button[interactable] <box>1294 323 1420 349</box>
article-label: نتیجہ <box>1047 1452 1081 1475</box>
article-body: اسلام آباد (مانیٹرنگ ڈیسک) وفاقی حکومت کی جانب سے جاری کردہ اعلامیہ کے مطابق ملک بھر میں جاری ترقیاتی منصوبوں پر کام تیزی سے مکمل کیا جائے گا، متعلقہ حکام کو ہدایت کی گئی ہے کہ تمام امور بروقت نمٹائے جائیں اور عوام کو درپیش مسائل کے حل کے لیے فوری اقدامات کیے جائیں، اجلاس میں مختلف تجاویز کا جائزہ لیا گیا اور آئندہ لائحہ عمل طے کیا گیا۔ <box>492 1482 638 1726</box>
article-title: مقروض <box>334 888 411 911</box>
article-number: 63 <box>288 2299 319 2322</box>
article-label: نتیجہ <box>570 42 605 65</box>
article-title: ٹرک <box>334 2299 411 2322</box>
article-header <box>651 323 797 348</box>
article-title: فائرنگ <box>175 42 252 65</box>
article-number: 38 <box>605 324 637 347</box>
article-title: کرپشن <box>175 888 252 911</box>
classified-ad-box <box>1286 38 1428 399</box>
article-label: نتیجہ <box>729 1170 764 1193</box>
article-number: 2 <box>1241 324 1273 347</box>
article-number: 6 <box>1241 1452 1273 1475</box>
article-title: پروپیگنڈا <box>970 324 1047 347</box>
article-title: لیگ <box>1129 1170 1205 1193</box>
article-title: پٹواری <box>175 1170 252 1193</box>
article-label: نتیجہ <box>1205 1452 1240 1475</box>
article-header <box>651 605 797 630</box>
article-body: اسلام آباد (مانیٹرنگ ڈیسک) وفاقی حکومت کی جانب سے جاری کردہ اعلامیہ کے مطابق ملک بھر میں جاری ترقیاتی منصوبوں پر کام تیزی سے مکمل کیا جائے گا، متعلقہ حکام کو ہدایت کی گئی ہے کہ تمام امور بروقت نمٹائے جائیں اور عوام کو درپیش مسائل کے حل کے لیے فوری اقدامات کیے جائیں، اجلاس میں مختلف تجاویز کا جائزہ لیا گیا اور آئندہ لائحہ عمل طے کیا گیا۔ <box>15 354 161 598</box>
article-number: 10 <box>1082 42 1114 65</box>
article-title: زلزلہ <box>970 2017 1047 2039</box>
article-label: نتیجہ <box>888 42 922 65</box>
article-header <box>334 605 479 630</box>
column-classified-ad <box>1281 38 1428 2342</box>
article-body: اسلام آباد (مانیٹرنگ ڈیسک) وفاقی حکومت کی جانب سے جاری کردہ اعلامیہ کے مطابق ملک بھر میں جاری ترقیاتی منصوبوں پر کام تیزی سے مکمل کیا جائے گا، متعلقہ حکام کو ہدایت کی گئی ہے کہ تمام امور بروقت نمٹائے جائیں اور عوام کو درپیش مسائل کے حل کے لیے فوری اقدامات کیے جائیں، اجلاس میں مختلف تجاویز کا جائزہ لیا گیا اور آئندہ لائحہ عمل طے کیا گیا۔ <box>651 1764 797 2008</box>
article-body: اسلام آباد (مانیٹرنگ ڈیسک) وفاقی حکومت کی جانب سے جاری کردہ اعلامیہ کے مطابق ملک بھر میں جاری ترقیاتی منصوبوں پر کام تیزی سے مکمل کیا جائے گا، متعلقہ حکام کو ہدایت کی گئی ہے کہ تمام امور بروقت نمٹائے جائیں اور عوام کو درپیش مسائل کے حل کے لیے فوری اقدامات کیے جائیں، اجلاس میں مختلف تجاویز کا جائزہ لیا گیا اور آئندہ لائحہ عمل طے کیا گیا۔ <box>492 1200 638 1444</box>
article-title: اسٹیٹ بینک <box>970 606 1047 629</box>
article-number: 45 <box>605 2299 637 2322</box>
article-header <box>16 887 161 912</box>
article-header <box>1128 37 1273 71</box>
article-body: اسلام آباد (مانیٹرنگ ڈیسک) وفاقی حکومت کی جانب سے جاری کردہ اعلامیہ کے مطابق ملک بھر میں جاری ترقیاتی منصوبوں پر کام تیزی سے مکمل کیا جائے گا، متعلقہ حکام کو ہدایت کی گئی ہے کہ تمام امور بروقت نمٹائے جائیں اور عوام کو درپیش مسائل کے حل کے لیے فوری اقدامات کیے جائیں، اجلاس میں مختلف تجاویز کا جائزہ لیا گیا اور آئندہ لائحہ عمل طے کیا گیا۔ <box>809 2046 956 2290</box>
article-number: 52 <box>447 1734 478 1757</box>
article-header <box>1128 2016 1273 2040</box>
article-title: فائنس <box>652 1452 729 1475</box>
article-title: شیڈول <box>811 1452 888 1475</box>
article-label: نتیجہ <box>729 888 764 911</box>
article-body: اسلام آباد (مانیٹرنگ ڈیسک) وفاقی حکومت کی جانب سے جاری کردہ اعلامیہ کے مطابق ملک بھر میں جاری ترقیاتی منصوبوں پر کام تیزی سے مکمل کیا جائے گا، متعلقہ حکام کو ہدایت کی گئی ہے کہ تمام امور بروقت نمٹائے جائیں اور عوام کو درپیش مسائل کے حل کے لیے فوری اقدامات کیے جائیں، اجلاس میں مختلف تجاویز کا جائزہ لیا گیا اور آئندہ لائحہ عمل طے کیا گیا۔ <box>1127 1764 1273 2008</box>
article-label: نتیجہ <box>411 1734 446 1757</box>
article-label: نتیجہ <box>729 606 764 629</box>
article-title: ملاقات <box>1129 2017 1205 2039</box>
